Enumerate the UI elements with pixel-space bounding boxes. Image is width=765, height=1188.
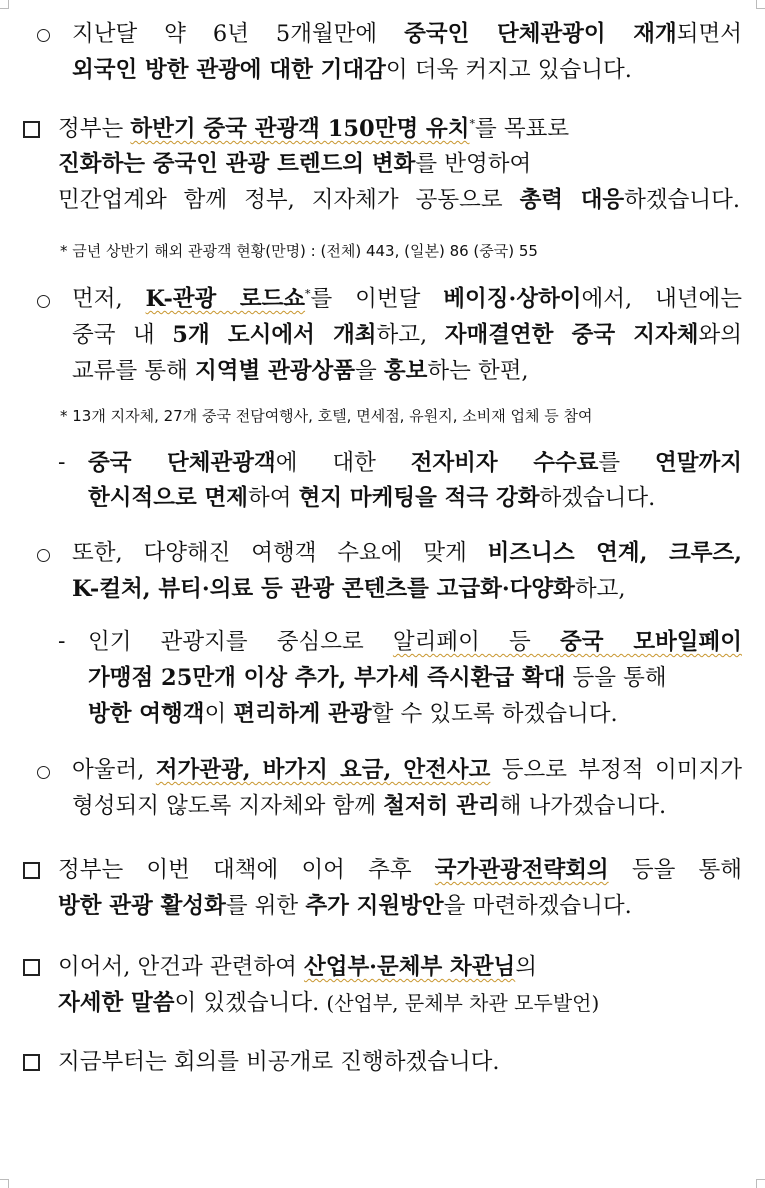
paragraph-1-line-1: 지난달 약 6년 5개월만에 중국인 단체관광이 재개되면서 (72, 21, 742, 47)
dash-bullet: - (58, 450, 66, 475)
paragraph-2-line-2: 진화하는 중국인 관광 트렌드의 변화를 반영하여 (58, 151, 532, 177)
circle-bullet-icon (37, 29, 50, 42)
circle-bullet-icon (37, 295, 50, 308)
paragraph-3-line-3: 교류를 통해 지역별 관광상품을 홍보하는 한편, (72, 358, 529, 384)
paragraph-3-line-2: 중국 내 5개 도시에서 개최하고, 자매결연한 중국 지자체와의 (72, 322, 742, 348)
paragraph-7-line-1: 아울러, 저가관광, 바가지 요금, 안전사고 등으로 부정적 이미지가 (72, 757, 742, 783)
paragraph-10-line-1: 지금부터는 회의를 비공개로 진행하겠습니다. (58, 1049, 500, 1075)
paragraph-5-line-1: 또한, 다양해진 여행객 수요에 맞게 비즈니스 연계, 크루즈, (72, 540, 743, 566)
paragraph-2-line-1: 정부는 하반기 중국 관광객 150만명 유치*를 목표로 (58, 116, 570, 142)
checkbox-square-icon (23, 862, 40, 879)
paragraph-8-line-1: 정부는 이번 대책에 이어 추후 국가관광전략회의 등을 통해 (58, 857, 742, 883)
circle-bullet-icon (37, 766, 50, 779)
paragraph-9-line-1: 이어서, 안건과 관련하여 산업부·문체부 차관님의 (58, 954, 538, 980)
paragraph-3-line-1: 먼저, K-관광 로드쇼*를 이번달 베이징·상하이에서, 내년에는 (72, 286, 743, 312)
paragraph-1-line-2: 외국인 방한 관광에 대한 기대감이 더욱 커지고 있습니다. (72, 57, 632, 83)
dash-bullet: - (58, 629, 66, 654)
checkbox-square-icon (23, 959, 40, 976)
paragraph-2-line-3: 민간업계와 함께 정부, 지자체가 공동으로 총력 대응하겠습니다. (58, 187, 740, 213)
checkbox-square-icon (23, 1054, 40, 1071)
paragraph-9-line-2: 자세한 말씀이 있겠습니다. (산업부, 문체부 차관 모두발언) (58, 990, 600, 1016)
paragraph-4-line-2: 한시적으로 면제하여 현지 마케팅을 적극 강화하겠습니다. (88, 485, 656, 511)
paragraph-5-line-2: K-컬처, 뷰티·의료 등 관광 콘텐츠를 고급화·다양화하고, (72, 576, 626, 602)
page-corner-mark (756, 0, 765, 9)
page-corner-mark (0, 1179, 9, 1188)
paragraph-6-line-1: 인기 관광지를 중심으로 알리페이 등 중국 모바일페이 (88, 629, 742, 655)
circle-bullet-icon (37, 549, 50, 562)
checkbox-square-icon (23, 121, 40, 138)
page-corner-mark (756, 1179, 765, 1188)
paragraph-7-line-2: 형성되지 않도록 지자체와 함께 철저히 관리해 나가겠습니다. (72, 793, 667, 819)
page-corner-mark (0, 0, 9, 9)
footnote-overseas-tourists: * 금년 상반기 해외 관광객 현황(만명) : (전체) 443, (일본) 86 (중국) 55 (60, 242, 538, 260)
footnote-roadshow-participants: * 13개 지자체, 27개 중국 전담여행사, 호텔, 면세점, 유원지, 소비재 업체 등 참여 (60, 407, 593, 425)
paragraph-8-line-2: 방한 관광 활성화를 위한 추가 지원방안을 마련하겠습니다. (58, 893, 632, 919)
paragraph-6-line-2: 가맹점 25만개 이상 추가, 부가세 즉시환급 확대 등을 통해 (88, 665, 667, 691)
paragraph-6-line-3: 방한 여행객이 편리하게 관광할 수 있도록 하겠습니다. (88, 701, 618, 727)
paragraph-4-line-1: 중국 단체관광객에 대한 전자비자 수수료를 연말까지 (88, 450, 742, 476)
